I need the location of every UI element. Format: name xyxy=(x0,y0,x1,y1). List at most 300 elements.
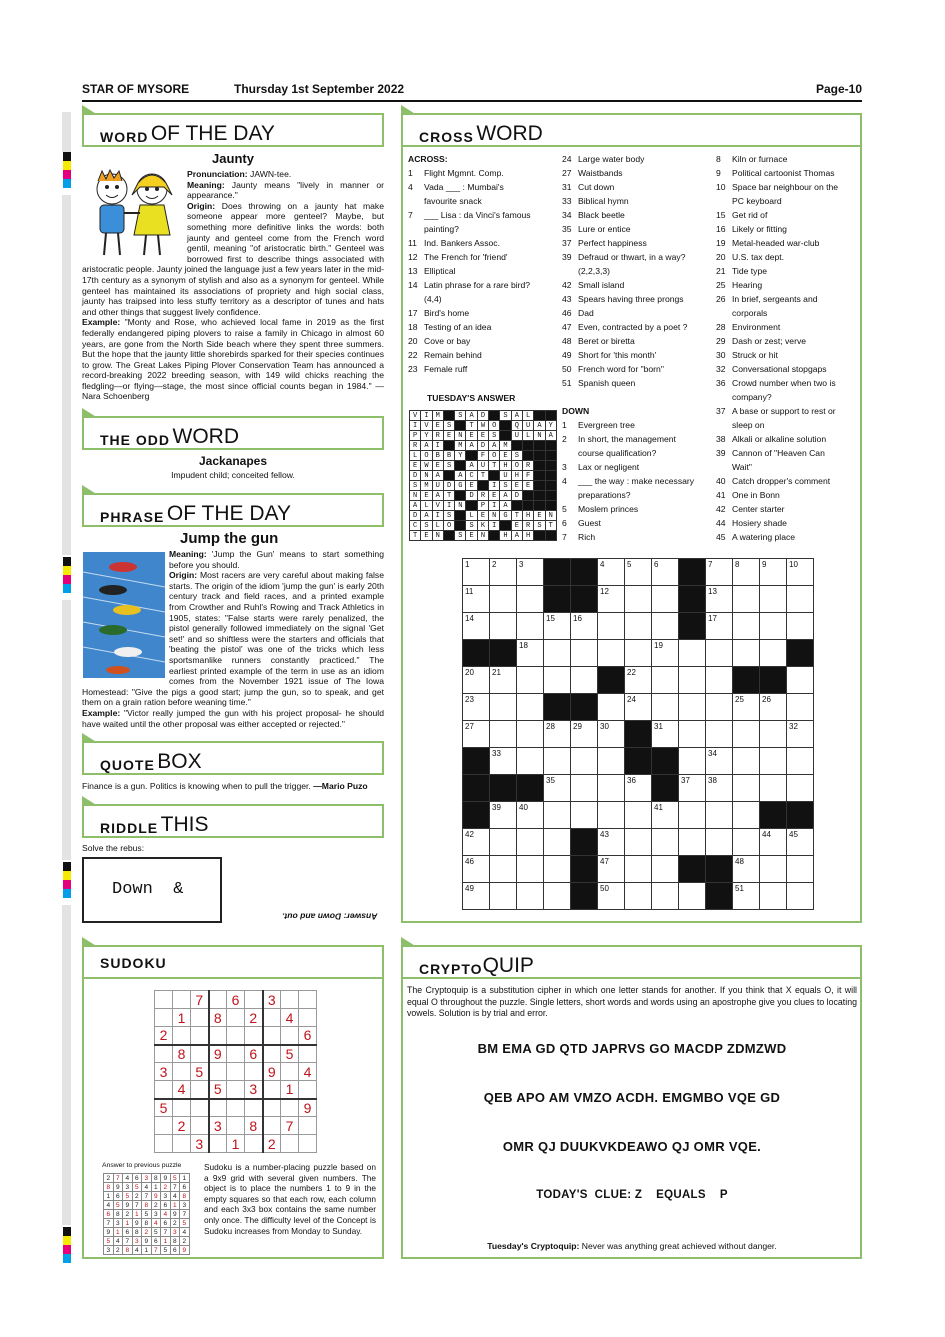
grid-cell[interactable]: 38 xyxy=(706,775,733,802)
grid-cell[interactable]: 47 xyxy=(598,856,625,883)
clue-row xyxy=(562,530,712,544)
grid-cell[interactable] xyxy=(652,586,679,613)
grid-cell[interactable]: 20 xyxy=(463,667,490,694)
answer-cell: Y xyxy=(455,451,466,461)
sudoku-cell[interactable] xyxy=(299,1081,317,1099)
black-square xyxy=(625,748,652,775)
grid-cell[interactable]: 34 xyxy=(706,748,733,775)
grid-cell[interactable] xyxy=(490,586,517,613)
grid-cell[interactable]: 3 xyxy=(517,559,544,586)
crossword-grid[interactable] xyxy=(462,558,814,910)
prev-sudoku-cell: 6 xyxy=(161,1201,171,1210)
clue-number: 5 xyxy=(562,504,567,514)
black-square xyxy=(706,856,733,883)
grid-cell[interactable] xyxy=(787,667,814,694)
clue-text: Catch dropper's comment xyxy=(732,476,831,486)
sudoku-cell[interactable] xyxy=(227,1045,245,1063)
sudoku-cell[interactable] xyxy=(173,991,191,1009)
clue-row xyxy=(408,320,558,334)
grid-cell[interactable] xyxy=(787,856,814,883)
clue-number: 32 xyxy=(716,364,726,374)
clue-text: Dash or zest; verve xyxy=(732,336,807,346)
grid-cell[interactable] xyxy=(787,883,814,910)
sudoku-cell[interactable] xyxy=(263,1117,281,1135)
grid-cell[interactable] xyxy=(733,586,760,613)
black-square xyxy=(679,559,706,586)
margin-bar xyxy=(62,195,71,555)
answer-cell xyxy=(545,441,556,451)
clue-number xyxy=(716,306,732,320)
answer-cell xyxy=(545,531,556,541)
grid-cell[interactable] xyxy=(571,748,598,775)
black-square xyxy=(625,721,652,748)
grid-cell[interactable] xyxy=(760,856,787,883)
sudoku-cell[interactable] xyxy=(173,1063,191,1081)
grid-cell[interactable] xyxy=(625,856,652,883)
prev-sudoku-cell: 8 xyxy=(113,1210,123,1219)
grid-cell[interactable]: 50 xyxy=(598,883,625,910)
clue-number: 42 xyxy=(562,280,572,290)
grid-cell[interactable] xyxy=(598,748,625,775)
sudoku-cell[interactable] xyxy=(281,1099,299,1117)
grid-cell[interactable] xyxy=(544,667,571,694)
prev-sudoku-cell: 9 xyxy=(142,1237,152,1246)
answer-cell: I xyxy=(432,511,443,521)
grid-cell[interactable] xyxy=(760,586,787,613)
prev-sudoku-cell: 2 xyxy=(151,1201,161,1210)
prev-sudoku-cell: 8 xyxy=(170,1237,180,1246)
grid-cell[interactable]: 21 xyxy=(490,667,517,694)
grid-cell[interactable]: 17 xyxy=(706,613,733,640)
sudoku-cell[interactable] xyxy=(155,1009,173,1027)
clue-row xyxy=(408,236,558,250)
answer-cell: L xyxy=(410,451,421,461)
sudoku-cell[interactable] xyxy=(245,1027,263,1045)
grid-cell[interactable] xyxy=(679,802,706,829)
grid-cell[interactable]: 45 xyxy=(787,829,814,856)
grid-cell[interactable] xyxy=(490,829,517,856)
sudoku-cell[interactable] xyxy=(191,1117,209,1135)
grid-cell[interactable]: 23 xyxy=(463,694,490,721)
grid-cell[interactable] xyxy=(706,694,733,721)
sudoku-cell[interactable] xyxy=(299,1117,317,1135)
grid-cell[interactable] xyxy=(625,802,652,829)
grid-cell[interactable] xyxy=(652,856,679,883)
grid-cell[interactable] xyxy=(787,775,814,802)
grid-cell[interactable] xyxy=(787,586,814,613)
black-square xyxy=(490,775,517,802)
clue-number: 38 xyxy=(716,434,726,444)
sudoku-cell[interactable] xyxy=(263,1045,281,1063)
sudoku-cell[interactable] xyxy=(245,1099,263,1117)
grid-cell[interactable] xyxy=(706,640,733,667)
sudoku-cell[interactable] xyxy=(155,1117,173,1135)
answer-cell: G xyxy=(455,481,466,491)
sudoku-cell[interactable] xyxy=(227,1027,245,1045)
grid-cell[interactable]: 5 xyxy=(625,559,652,586)
grid-cell[interactable] xyxy=(598,694,625,721)
answer-cell: E xyxy=(443,431,454,441)
grid-cell[interactable]: 10 xyxy=(787,559,814,586)
grid-cell[interactable] xyxy=(517,883,544,910)
sudoku-cell: 3 xyxy=(263,991,281,1009)
prev-sudoku-cell: 9 xyxy=(180,1246,190,1255)
grid-cell[interactable]: 46 xyxy=(463,856,490,883)
sudoku-cell: 5 xyxy=(209,1081,227,1099)
prev-sudoku-cell: 4 xyxy=(123,1174,133,1183)
grid-cell[interactable] xyxy=(517,721,544,748)
sudoku-cell: 8 xyxy=(245,1117,263,1135)
sudoku-cell[interactable] xyxy=(191,1009,209,1027)
black-square xyxy=(760,667,787,694)
grid-cell[interactable] xyxy=(544,640,571,667)
black-square xyxy=(517,775,544,802)
grid-cell[interactable] xyxy=(787,694,814,721)
grid-cell[interactable] xyxy=(598,640,625,667)
clue-text: favourite snack xyxy=(424,196,482,206)
clue-text: Space bar neighbour on the xyxy=(732,182,839,192)
grid-cell[interactable]: 12 xyxy=(598,586,625,613)
grid-cell[interactable] xyxy=(517,667,544,694)
answer-cell: L xyxy=(522,431,533,441)
sudoku-cell[interactable] xyxy=(299,1045,317,1063)
answer-cell: C xyxy=(410,521,421,531)
answer-cell: A xyxy=(421,441,432,451)
grid-cell[interactable] xyxy=(517,829,544,856)
grid-cell[interactable]: 32 xyxy=(787,721,814,748)
answer-cell: L xyxy=(432,521,443,531)
clue-number: 50 xyxy=(562,364,572,374)
answer-cell: E xyxy=(410,461,421,471)
clue-row xyxy=(408,334,558,348)
sudoku-cell[interactable] xyxy=(227,1099,245,1117)
answer-cell: O xyxy=(489,451,500,461)
answer-cell: A xyxy=(511,411,522,421)
grid-cell[interactable] xyxy=(706,721,733,748)
grid-cell[interactable]: 9 xyxy=(760,559,787,586)
grid-cell[interactable]: 33 xyxy=(490,748,517,775)
grid-cell[interactable]: 43 xyxy=(598,829,625,856)
grid-cell[interactable]: 18 xyxy=(517,640,544,667)
sudoku-cell[interactable] xyxy=(209,1063,227,1081)
sudoku-row xyxy=(155,1135,317,1153)
grid-cell[interactable] xyxy=(490,856,517,883)
grid-cell[interactable]: 1 xyxy=(463,559,490,586)
answer-cell xyxy=(489,531,500,541)
grid-cell[interactable]: 22 xyxy=(625,667,652,694)
sudoku-cell[interactable] xyxy=(155,1135,173,1153)
grid-cell[interactable] xyxy=(733,613,760,640)
sudoku-cell: 2 xyxy=(173,1117,191,1135)
sudoku-cell[interactable] xyxy=(245,1135,263,1153)
grid-cell[interactable] xyxy=(652,883,679,910)
grid-cell[interactable] xyxy=(517,613,544,640)
grid-cell[interactable]: 19 xyxy=(652,640,679,667)
grid-cell[interactable] xyxy=(679,829,706,856)
grid-cell[interactable] xyxy=(625,883,652,910)
grid-cell[interactable] xyxy=(787,748,814,775)
grid-cell[interactable] xyxy=(652,829,679,856)
grid-cell[interactable]: 16 xyxy=(571,613,598,640)
sudoku-cell[interactable] xyxy=(173,1027,191,1045)
margin-bar xyxy=(62,905,71,1225)
answer-cell: M xyxy=(500,441,511,451)
clue-number: 35 xyxy=(562,224,572,234)
grid-cell[interactable]: 41 xyxy=(652,802,679,829)
grid-cell[interactable] xyxy=(544,883,571,910)
answer-cell: U xyxy=(477,461,488,471)
clue-row xyxy=(562,194,712,208)
grid-cell[interactable]: 27 xyxy=(463,721,490,748)
sudoku-cell[interactable] xyxy=(299,1135,317,1153)
grid-cell[interactable] xyxy=(760,640,787,667)
sudoku-cell[interactable] xyxy=(227,1081,245,1099)
grid-cell[interactable] xyxy=(733,748,760,775)
grid-cell[interactable] xyxy=(490,721,517,748)
grid-cell[interactable] xyxy=(598,775,625,802)
sudoku-cell: 3 xyxy=(209,1117,227,1135)
clue-number: 3 xyxy=(562,462,567,472)
sudoku-cell[interactable] xyxy=(245,991,263,1009)
sudoku-grid[interactable] xyxy=(154,990,317,1153)
grid-cell[interactable]: 26 xyxy=(760,694,787,721)
clue-text: Spears having three prongs xyxy=(578,294,684,304)
sudoku-cell[interactable] xyxy=(209,1099,227,1117)
previous-sudoku-answer xyxy=(103,1173,190,1255)
grid-cell[interactable]: 24 xyxy=(625,694,652,721)
clue-number: 31 xyxy=(562,182,572,192)
grid-cell[interactable] xyxy=(760,775,787,802)
grid-cell[interactable] xyxy=(571,802,598,829)
sudoku-cell: 6 xyxy=(245,1045,263,1063)
grid-cell[interactable]: 51 xyxy=(733,883,760,910)
answer-cell: A xyxy=(534,421,545,431)
clue-row xyxy=(562,292,712,306)
grid-cell[interactable]: 28 xyxy=(544,721,571,748)
answer-cell: H xyxy=(522,511,533,521)
answer-cell xyxy=(443,411,454,421)
grid-cell[interactable] xyxy=(652,667,679,694)
answer-cell: M xyxy=(432,411,443,421)
grid-cell[interactable] xyxy=(760,613,787,640)
sudoku-cell[interactable] xyxy=(155,991,173,1009)
grid-cell[interactable] xyxy=(490,613,517,640)
grid-cell[interactable] xyxy=(679,883,706,910)
clue-row xyxy=(716,432,862,446)
grid-cell[interactable]: 37 xyxy=(679,775,706,802)
grid-cell[interactable]: 29 xyxy=(571,721,598,748)
sudoku-cell[interactable] xyxy=(227,1117,245,1135)
cryptoquip-intro: The Cryptoquip is a substitution cipher in which one letter stands for another. If you think that X equals O, it will equal O throughout the puzzle. Single letters, short words and words using an apostrophe give you clues to locating vowels. Solution is by trial and error. xyxy=(407,985,857,1018)
answer-cell xyxy=(455,491,466,501)
sudoku-cell[interactable] xyxy=(155,1081,173,1099)
prev-sudoku-row xyxy=(104,1174,190,1183)
sudoku-cell: 9 xyxy=(299,1099,317,1117)
answer-cell: Y xyxy=(545,421,556,431)
answer-cell: O xyxy=(443,521,454,531)
grid-cell[interactable]: 7 xyxy=(706,559,733,586)
sudoku-cell[interactable] xyxy=(263,1081,281,1099)
clue-number: 33 xyxy=(562,196,572,206)
clue-row xyxy=(562,488,712,502)
phrase-example: Example: "Victor really jumped the gun with his project proposal- he should have waited until the other proposal was either accepted or rejected." xyxy=(82,707,384,729)
sudoku-cell[interactable] xyxy=(281,1027,299,1045)
answer-cell: A xyxy=(410,501,421,511)
answer-row xyxy=(410,421,557,431)
grid-cell[interactable] xyxy=(598,802,625,829)
sudoku-cell[interactable] xyxy=(299,1009,317,1027)
grid-cell[interactable]: 36 xyxy=(625,775,652,802)
sudoku-cell[interactable] xyxy=(191,1081,209,1099)
grid-cell[interactable]: 42 xyxy=(463,829,490,856)
grid-cell[interactable] xyxy=(733,640,760,667)
sudoku-cell[interactable] xyxy=(173,1099,191,1117)
grid-cell[interactable] xyxy=(760,883,787,910)
grid-cell[interactable]: 30 xyxy=(598,721,625,748)
grid-cell[interactable]: 25 xyxy=(733,694,760,721)
grid-cell[interactable] xyxy=(544,802,571,829)
grid-cell[interactable] xyxy=(517,748,544,775)
grid-cell[interactable] xyxy=(517,586,544,613)
grid-cell[interactable] xyxy=(490,883,517,910)
grid-cell[interactable] xyxy=(733,829,760,856)
grid-cell[interactable]: 11 xyxy=(463,586,490,613)
sudoku-cell[interactable] xyxy=(191,1099,209,1117)
grid-cell[interactable] xyxy=(679,640,706,667)
sudoku-cell[interactable] xyxy=(173,1135,191,1153)
answer-cell: Q xyxy=(511,421,522,431)
sudoku-cell[interactable] xyxy=(209,1135,227,1153)
sudoku-cell[interactable] xyxy=(281,991,299,1009)
grid-cell[interactable] xyxy=(679,748,706,775)
grid-cell[interactable]: 49 xyxy=(463,883,490,910)
grid-cell[interactable] xyxy=(625,640,652,667)
sudoku-cell[interactable] xyxy=(281,1063,299,1081)
grid-cell[interactable] xyxy=(490,694,517,721)
grid-cell[interactable] xyxy=(760,721,787,748)
grid-cell[interactable] xyxy=(787,613,814,640)
sudoku-cell[interactable] xyxy=(191,1045,209,1063)
grid-cell[interactable] xyxy=(625,829,652,856)
grid-cell[interactable] xyxy=(598,613,625,640)
prev-sudoku-cell: 4 xyxy=(142,1183,152,1192)
sudoku-cell[interactable] xyxy=(263,1027,281,1045)
grid-cell[interactable]: 40 xyxy=(517,802,544,829)
odd-word-header: THE ODD WORD xyxy=(82,416,384,450)
clue-text: course qualification? xyxy=(578,448,657,458)
clue-text: Beret or biretta xyxy=(578,336,635,346)
grid-cell[interactable] xyxy=(679,721,706,748)
clue-text: Even, contracted by a poet ? xyxy=(578,322,688,332)
grid-cell[interactable] xyxy=(733,802,760,829)
grid-cell[interactable] xyxy=(544,829,571,856)
answer-cell: Y xyxy=(421,431,432,441)
grid-cell[interactable]: 4 xyxy=(598,559,625,586)
clue-row xyxy=(716,320,862,334)
sudoku-cell[interactable] xyxy=(263,1009,281,1027)
clue-text: The French for 'friend' xyxy=(424,252,508,262)
grid-cell[interactable]: 13 xyxy=(706,586,733,613)
grid-cell[interactable] xyxy=(706,802,733,829)
prev-sudoku-cell: 5 xyxy=(123,1192,133,1201)
sudoku-cell[interactable] xyxy=(281,1135,299,1153)
grid-cell[interactable]: 2 xyxy=(490,559,517,586)
prev-sudoku-cell: 9 xyxy=(104,1228,114,1237)
grid-cell[interactable] xyxy=(625,613,652,640)
sudoku-cell[interactable] xyxy=(227,1063,245,1081)
prev-sudoku-cell: 4 xyxy=(180,1228,190,1237)
sudoku-cell[interactable] xyxy=(245,1063,263,1081)
grid-cell[interactable] xyxy=(706,829,733,856)
answer-cell: I xyxy=(489,481,500,491)
grid-cell[interactable] xyxy=(760,748,787,775)
prev-sudoku-cell: 6 xyxy=(113,1192,123,1201)
grid-cell[interactable] xyxy=(571,640,598,667)
sudoku-cell[interactable] xyxy=(263,1099,281,1117)
clue-text: Kiln or furnace xyxy=(732,154,788,164)
answer-cell: E xyxy=(466,431,477,441)
answer-row xyxy=(410,431,557,441)
grid-cell[interactable] xyxy=(517,694,544,721)
grid-cell[interactable] xyxy=(679,694,706,721)
sudoku-cell[interactable] xyxy=(227,1009,245,1027)
grid-cell[interactable] xyxy=(517,856,544,883)
grid-cell[interactable] xyxy=(652,613,679,640)
prev-sudoku-cell: 5 xyxy=(104,1237,114,1246)
grid-cell[interactable] xyxy=(571,775,598,802)
sudoku-cell[interactable] xyxy=(191,1027,209,1045)
grid-cell[interactable] xyxy=(571,667,598,694)
grid-cell[interactable] xyxy=(706,667,733,694)
grid-cell[interactable] xyxy=(652,694,679,721)
grid-cell[interactable]: 31 xyxy=(652,721,679,748)
clue-row xyxy=(408,250,558,264)
grid-cell[interactable]: 48 xyxy=(733,856,760,883)
grid-cell[interactable]: 39 xyxy=(490,802,517,829)
clue-text: U.S. tax dept. xyxy=(732,252,785,262)
grid-cell[interactable]: 35 xyxy=(544,775,571,802)
black-square xyxy=(571,694,598,721)
sudoku-cell: 1 xyxy=(227,1135,245,1153)
sudoku-cell[interactable] xyxy=(209,1027,227,1045)
phrase-meaning: Meaning: 'Jump the Gun' means to start something before you should. xyxy=(169,549,384,570)
grid-cell[interactable] xyxy=(544,856,571,883)
sudoku-cell[interactable] xyxy=(209,991,227,1009)
clue-row xyxy=(716,404,862,418)
grid-cell[interactable]: 8 xyxy=(733,559,760,586)
example: Example: "Monty and Rose, who achieved local fame in 2019 as the first federally endangered piping plovers to raise a family in Chicago in almost 60 years, are gone from the North Side beach where they spent three summers. But the hope that the jaunty little shorebirds sparked for their species continues to grow. The Great Lakes Piping Plover Conservation Team has announced a record-breaking 2022 breeding season, with 149 wild chicks reaching the fledgling—or flying—stage, the most since official counts began in 1984." — Nara Schoenberg xyxy=(82,317,384,402)
sudoku-cell[interactable] xyxy=(299,991,317,1009)
grid-cell[interactable] xyxy=(544,748,571,775)
grid-cell[interactable]: 15 xyxy=(544,613,571,640)
grid-cell[interactable] xyxy=(679,667,706,694)
grid-cell[interactable] xyxy=(625,586,652,613)
answer-cell: E xyxy=(421,491,432,501)
grid-row xyxy=(463,856,814,883)
clue-row xyxy=(716,292,862,306)
grid-cell[interactable]: 6 xyxy=(652,559,679,586)
clue-row xyxy=(562,418,712,432)
answer-cell: L xyxy=(421,501,432,511)
grid-cell[interactable] xyxy=(733,721,760,748)
grid-cell[interactable]: 44 xyxy=(760,829,787,856)
grid-cell[interactable] xyxy=(733,775,760,802)
clue-row xyxy=(562,236,712,250)
grid-cell[interactable]: 14 xyxy=(463,613,490,640)
clue-text: (2,2,3,3) xyxy=(578,266,611,276)
prev-sudoku-cell: 2 xyxy=(180,1237,190,1246)
sudoku-cell[interactable] xyxy=(155,1045,173,1063)
